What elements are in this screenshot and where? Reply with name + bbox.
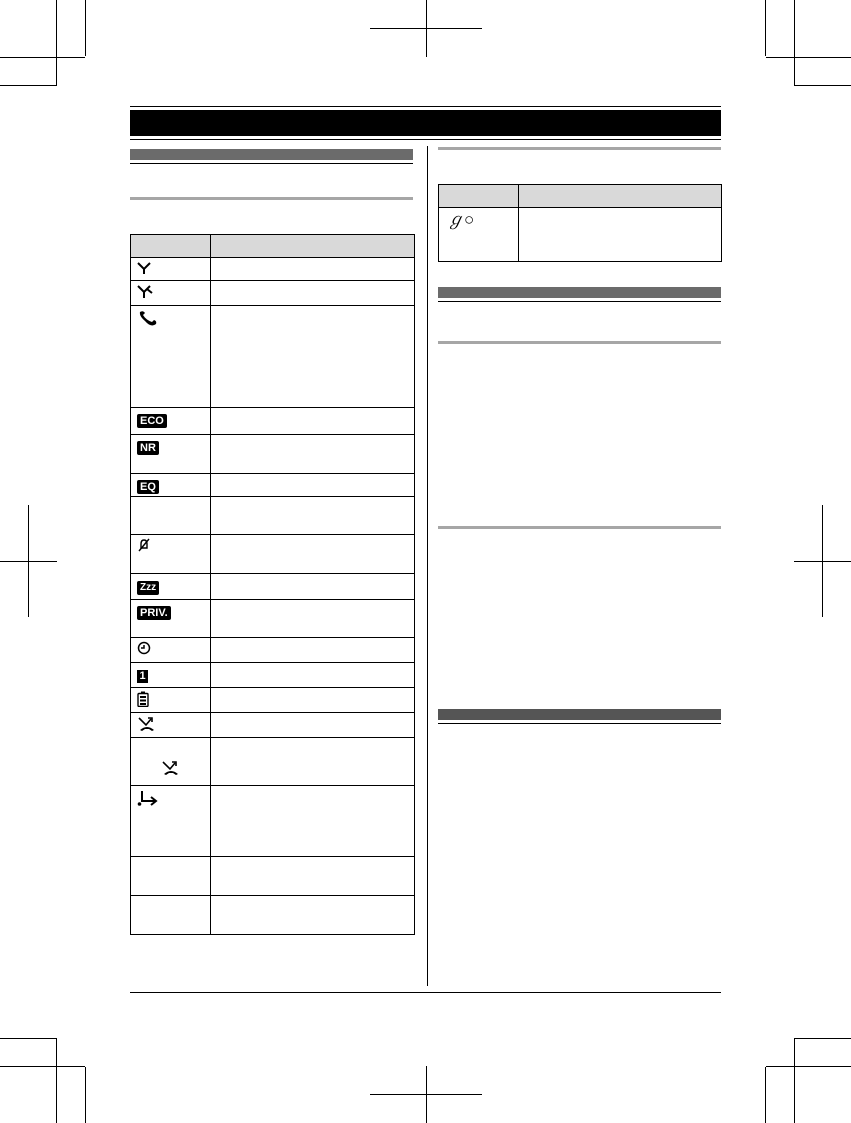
table-header-cell [439,185,519,208]
battery-icon [137,691,149,707]
table-description-cell [211,786,415,857]
table-header-row [131,235,415,258]
alarm-clock-icon [137,641,151,655]
section-heading-bar [438,287,721,298]
table-header-cell [519,185,722,208]
eq-badge-icon: EQ [137,480,159,494]
table-header-cell [131,235,211,258]
page-header-bar [130,110,721,136]
table-row [131,786,415,857]
room-monitor-icon: ℊ○ [447,210,475,229]
crop-mark [795,85,851,86]
crop-mark [0,85,56,86]
table-row [131,306,415,408]
missed-call-icon [137,716,157,732]
crop-mark [0,57,85,58]
table-row [131,497,415,535]
registration-mark [822,505,823,617]
registration-mark [426,0,427,57]
nr-badge-icon: NR [137,441,159,455]
crop-mark [56,1038,57,1123]
crop-mark [766,1066,851,1067]
call-forward-icon [137,789,159,807]
table-description-cell [211,474,415,497]
table-row [131,688,415,713]
section-heading-bar [438,709,721,720]
table-row [131,474,415,497]
table-row [131,738,415,786]
table-description-cell [211,435,415,474]
table-row [131,535,415,574]
table-header-cell [211,235,415,258]
table-description-cell [211,896,415,935]
table-description-cell [211,497,415,535]
display-icons-table [130,234,415,935]
crop-mark [85,0,86,56]
table-description-cell [211,638,415,663]
crop-mark [0,1066,85,1067]
table-description-cell [211,600,415,638]
registration-mark [28,505,29,617]
crop-mark [765,1067,766,1123]
footer-rule [130,992,721,993]
table-row [131,600,415,638]
antenna-icon [137,261,151,275]
handset-talk-icon [137,309,159,327]
table-description-cell [211,857,415,896]
table-row [131,663,415,688]
crop-mark [85,1067,86,1123]
table-row [131,435,415,474]
table-row [131,896,415,935]
eco-badge-icon: ECO [137,414,167,428]
section-heading-rule [438,723,721,724]
crop-mark [56,0,57,86]
section-heading-rule [438,301,721,302]
table-description-cell [211,281,415,306]
subsection-heading-bar [438,526,721,529]
antenna-blink-icon [137,284,153,300]
display-icons-table-continued [438,184,722,262]
registration-mark [426,1066,427,1123]
table-description-cell [211,663,415,688]
section-heading-rule [130,163,413,164]
subsection-heading-bar [438,147,721,150]
table-row [131,281,415,306]
night-mode-icon: Zzz [137,581,159,595]
table-description-cell [211,306,415,408]
table-description-cell [211,738,415,786]
table-description-cell [211,688,415,713]
column-divider [427,146,428,986]
table-header-row [439,185,722,208]
subsection-heading-bar [130,197,413,200]
crop-mark [794,0,795,86]
crop-mark [795,1038,851,1039]
crop-mark [0,1038,56,1039]
crop-mark [765,0,766,56]
subsection-heading-bar [438,341,721,344]
table-description-cell [519,208,722,262]
table-row [439,208,722,262]
crop-mark [766,57,851,58]
table-row [131,408,415,435]
privacy-badge-icon: PRIV. [137,606,171,620]
crop-mark [794,1038,795,1123]
ringer-off-icon [137,538,151,552]
line-number-icon: 1 [137,670,148,683]
missed-call-indent-icon [161,760,181,776]
table-row [131,574,415,600]
table-row [131,638,415,663]
table-description-cell [211,535,415,574]
table-description-cell [211,574,415,600]
table-description-cell [211,258,415,281]
table-row [131,713,415,738]
table-row [131,857,415,896]
table-row [131,258,415,281]
section-heading-bar [130,149,413,160]
table-description-cell [211,713,415,738]
table-description-cell [211,408,415,435]
